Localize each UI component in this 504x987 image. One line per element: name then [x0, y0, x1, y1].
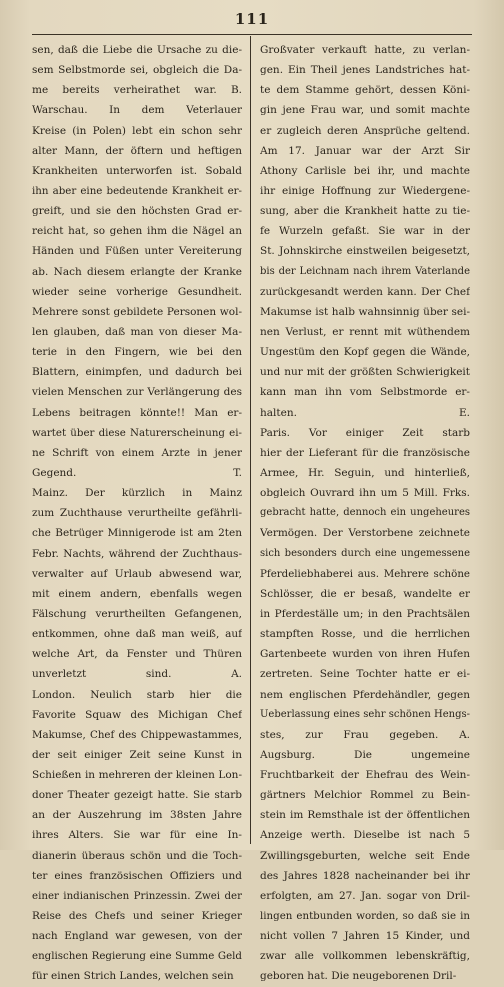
text-line: einer indianischen Prinzessin. Zwei der	[32, 889, 242, 902]
text-line: stes, zur Frau gegeben. A.	[260, 728, 470, 741]
text-line: Großvater verkauft hatte, zu verlan-	[260, 44, 470, 56]
text-line: des Jahres 1828 nacheinander bei ihr	[260, 869, 470, 882]
text-line: Vermögen. Der Verstorbene zeichnete	[260, 527, 470, 540]
text-line: Makumse ist halb wahnsinnig über sei-	[260, 305, 470, 318]
column-divider	[250, 36, 251, 844]
text-line: Schießen in mehreren der kleinen Lon-	[32, 769, 242, 782]
text-line: lingen entbunden worden, so daß sie in	[260, 910, 470, 923]
text-line: terie in den Fingern, wie bei den	[32, 346, 242, 359]
text-line: kann man ihn vom Selbstmorde er-	[260, 386, 470, 399]
text-line: zertreten. Seine Tochter hatte er ei-	[260, 668, 470, 681]
text-line: Makumse, Chef des Chippewastammes,	[32, 728, 242, 741]
text-line: Fälschung verurtheilten Gefangenen,	[32, 607, 242, 620]
text-line: zwar alle vollkommen lebenskräftig,	[260, 950, 470, 963]
text-line: nem englischen Pferdehändler, gegen	[260, 688, 470, 701]
text-line: mit einem andern, ebenfalls wegen	[32, 587, 242, 600]
text-line: vielen Menschen zur Verlängerung des	[32, 386, 242, 399]
text-line: obgleich Ouvrard ihn um 5 Mill. Frks.	[260, 487, 470, 500]
text-line: erfolgten, am 27. Jan. sogar von Dril-	[260, 889, 470, 902]
text-line: ab. Nach diesem erlangte der Kranke	[32, 265, 242, 278]
text-line: ne Schrift von einem Arzte in jener	[32, 446, 242, 459]
text-line: greift, und sie den höchsten Grad er-	[32, 205, 242, 218]
text-line: Lebens beitragen könnte!! Man er-	[32, 406, 242, 419]
text-line: der seit einiger Zeit seine Kunst in	[32, 748, 242, 761]
header-rule	[32, 34, 472, 35]
text-line: stein im Remsthale ist der öffentlichen	[260, 809, 470, 822]
text-line: reicht hat, so gehen ihm die Nägel an	[32, 225, 242, 238]
text-line: Fruchtbarkeit der Ehefrau des Wein-	[260, 769, 470, 782]
text-line: nicht vollen 7 Jahren 15 Kinder, und	[260, 930, 470, 943]
text-line: hier der Lieferant für die französische	[260, 446, 470, 459]
text-line: welche Art, da Fenster und Thüren	[32, 648, 242, 661]
text-line: sen, daß die Liebe die Ursache zu die-	[32, 44, 242, 56]
text-line: ter eines französischen Offiziers und	[32, 869, 242, 882]
text-line: gärtners Melchior Rommel zu Bein-	[260, 789, 470, 802]
text-line: te dem Stamme gehört, dessen Köni-	[260, 84, 470, 97]
text-line: halten. E.	[260, 406, 470, 419]
text-line: unverletzt sind. A.	[32, 668, 242, 681]
text-line: St. Johnskirche einstweilen beigesetzt,	[260, 245, 470, 258]
text-line: me bereits verheirathet war. B.	[32, 84, 242, 97]
text-line: Febr. Nachts, während der Zuchthaus-	[32, 547, 242, 560]
text-line: Warschau. In dem Veterlauer	[32, 104, 242, 117]
text-line: zurückgesandt werden kann. Der Chef	[260, 285, 470, 298]
text-line: Reise des Chefs und seiner Krieger	[32, 910, 242, 923]
text-line: Favorite Squaw des Michigan Chef	[32, 708, 242, 721]
page-number: 111	[234, 10, 270, 28]
text-line: Armee, Hr. Seguin, und hinterließ,	[260, 466, 470, 479]
text-line: Anzeige werth. Dieselbe ist nach 5	[260, 829, 470, 842]
text-line: London. Neulich starb hier die	[32, 688, 242, 701]
text-line: Mehrere sonst gebildete Personen wol-	[32, 305, 242, 318]
text-line: gebracht hatte, dennoch ein ungeheures	[260, 507, 470, 519]
text-line: in Pferdeställe um; in den Prachtsälen	[260, 607, 470, 620]
text-line: Krankheiten unterworfen ist. Sobald	[32, 164, 242, 177]
text-line: für einen Strich Landes, welchen sein	[32, 970, 234, 983]
text-line: an der Auszehrung im 38sten Jahre	[32, 809, 242, 822]
text-line: len glauben, daß man von dieser Ma-	[32, 325, 242, 338]
text-line: Schlösser, die er besaß, wandelte er	[260, 587, 470, 600]
text-line: dianerin überaus schön und die Toch-	[32, 849, 242, 862]
text-line: nen Verlust, er rennt mit wüthendem	[260, 325, 470, 338]
text-line: fe Wurzeln gefaßt. Sie war in der	[260, 225, 470, 238]
text-line: entkommen, ohne daß man weiß, auf	[32, 628, 242, 641]
text-line: Blattern, einimpfen, und dadurch bei	[32, 366, 242, 379]
text-line: ihn aber eine bedeutende Krankheit er-	[32, 184, 242, 197]
left-column	[32, 40, 242, 987]
text-line: englischen Regierung eine Summe Geld	[32, 950, 242, 963]
right-column	[260, 40, 470, 987]
text-line: che Betrüger Minnigerode ist am 2ten	[32, 527, 242, 540]
text-line: geboren hat. Die neugeborenen Dril-	[260, 970, 457, 983]
text-line: Athony Carlisle bei ihr, und machte	[260, 164, 470, 177]
text-line: zum Zuchthause verurtheilte gefährli-	[32, 507, 242, 520]
text-line: gen. Ein Theil jenes Landstriches hat-	[260, 64, 470, 77]
text-line: Augsburg. Die ungemeine	[260, 748, 470, 761]
text-line: bis der Leichnam nach ihrem Vaterlande	[260, 265, 470, 277]
text-line: sem Selbstmorde sei, obgleich die Da-	[32, 64, 242, 77]
text-line: sich besonders durch eine ungemessene	[260, 547, 470, 559]
text-line: Händen und Füßen unter Vereiterung	[32, 245, 242, 258]
text-line: ihr einige Hoffnung zur Wiedergene-	[260, 184, 470, 197]
text-line: er zugleich deren Ansprüche geltend.	[260, 124, 470, 137]
text-line: doner Theater gezeigt hatte. Sie starb	[32, 789, 242, 802]
text-line: gin jene Frau war, und somit machte	[260, 104, 470, 117]
text-line: Ungestüm den Kopf gegen die Wände,	[260, 346, 470, 359]
text-line: stampften Rosse, und die herrlichen	[260, 628, 470, 641]
text-line: ihres Alters. Sie war für eine In-	[32, 829, 242, 842]
text-line: alter Mann, der öftern und heftigen	[32, 144, 242, 157]
text-line: Paris. Vor einiger Zeit starb	[260, 426, 470, 439]
text-line: Gegend. T.	[32, 466, 242, 479]
text-line: Gartenbeete wurden von ihren Hufen	[260, 648, 470, 661]
text-line: und nur mit der größten Schwierigkeit	[260, 366, 470, 379]
text-line: Kreise (in Polen) lebt ein schon sehr	[32, 124, 242, 137]
text-line: verwalter auf Urlaub abwesend war,	[32, 567, 242, 580]
text-line: sung, aber die Krankheit hatte zu tie-	[260, 205, 470, 218]
text-line: Mainz. Der kürzlich in Mainz	[32, 487, 242, 500]
text-line: Zwillingsgeburten, welche seit Ende	[260, 849, 470, 862]
text-line: Am 17. Januar war der Arzt Sir	[260, 144, 470, 157]
text-line: Ueberlassung eines sehr schönen Hengs-	[260, 708, 470, 720]
text-line: Pferdeliebhaberei aus. Mehrere schöne	[260, 567, 470, 580]
text-line: wieder seine vorherige Gesundheit.	[32, 285, 242, 298]
text-line: wartet über diese Naturerscheinung ei-	[32, 426, 242, 439]
text-line: nach England war gewesen, von der	[32, 930, 242, 943]
